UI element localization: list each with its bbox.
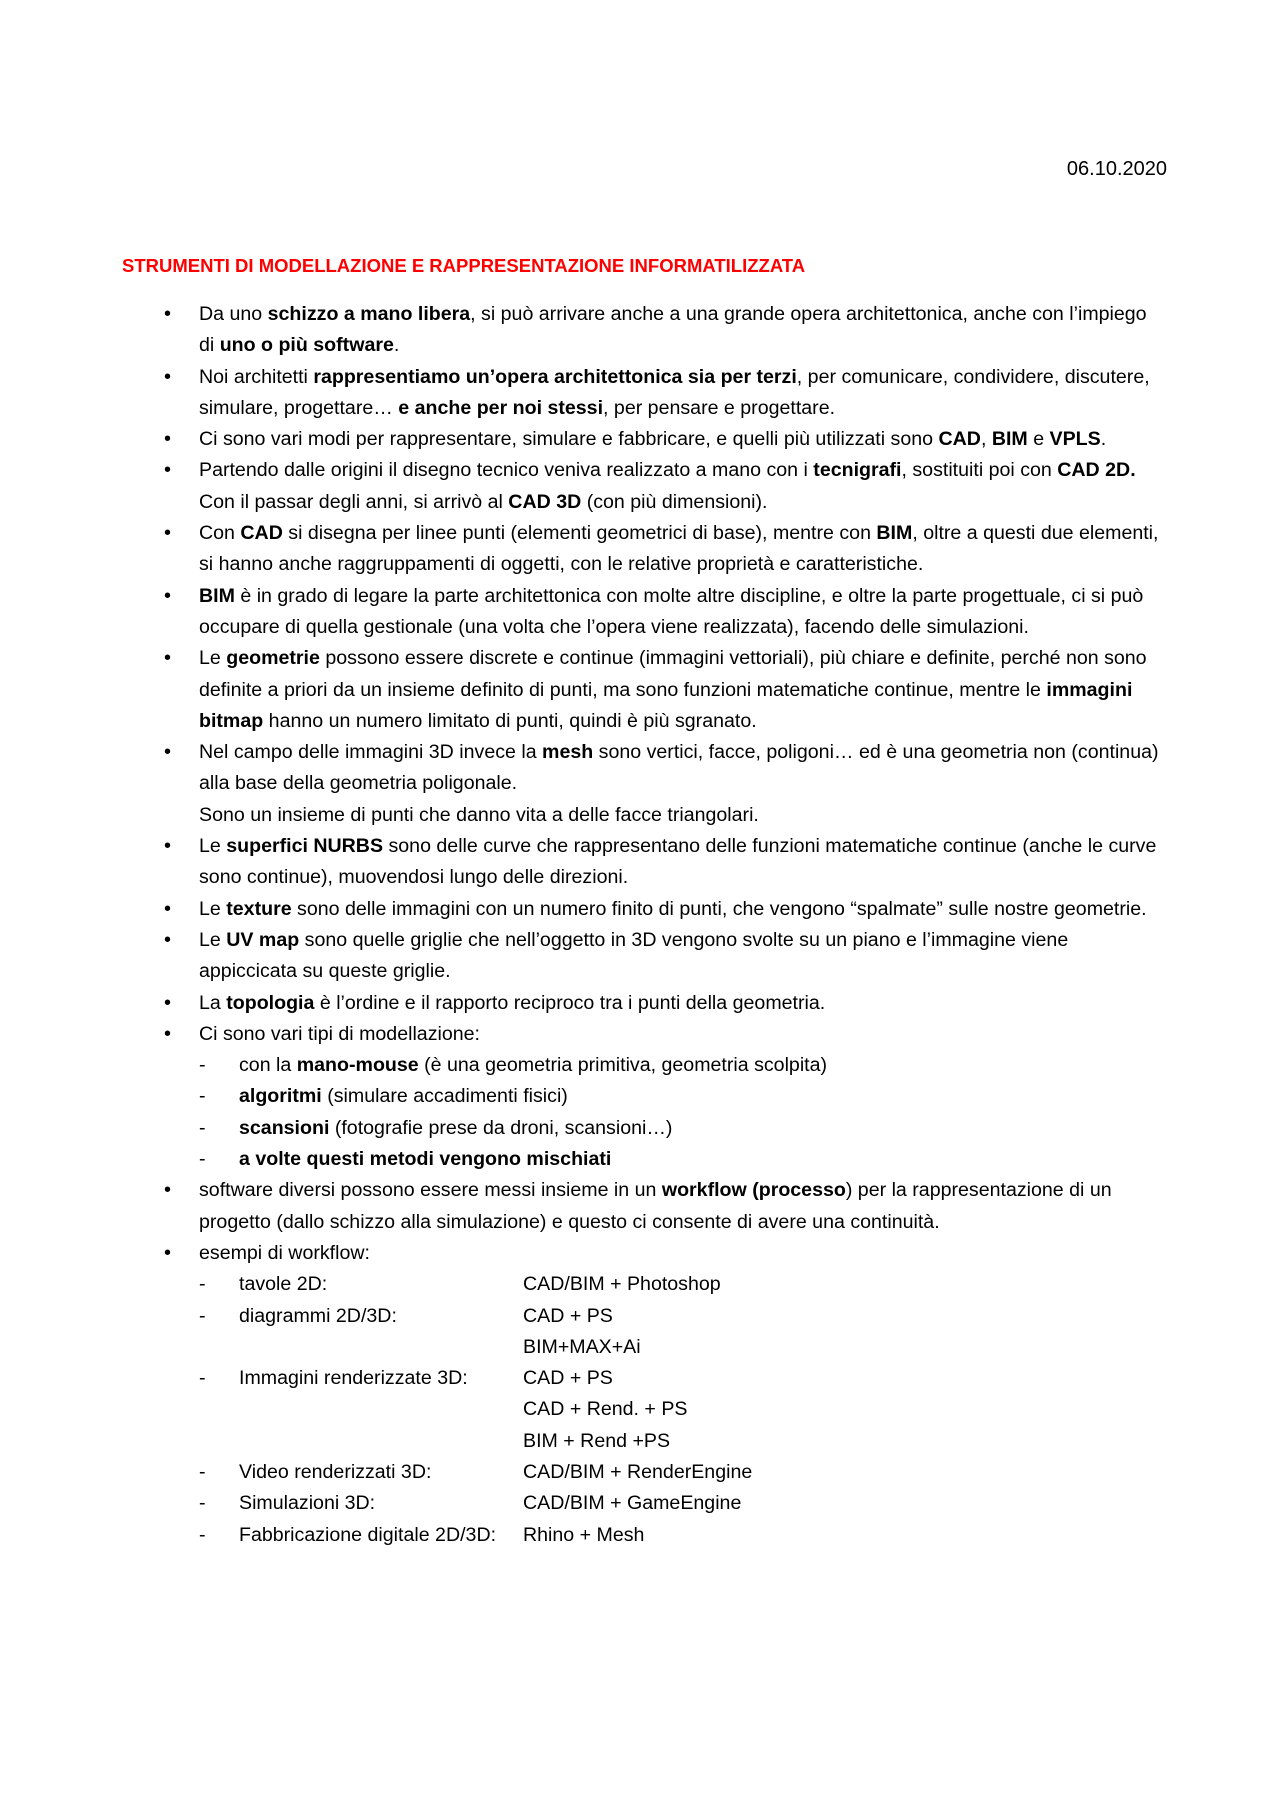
bold-text: CAD [938,428,981,451]
bullet-paragraph [199,581,1164,644]
bold-text: BIM [876,522,913,545]
bold-text: uno o più software [219,334,394,357]
bullet-list [164,299,1164,1551]
bullet-paragraph [199,1175,1164,1238]
bullet-paragraph [199,800,1164,831]
bold-text: UV map [226,928,300,951]
bold-text: scansioni [239,1116,330,1139]
workflow-tool: CAD/BIM + Photoshop [523,1273,721,1296]
bullet-paragraph [199,737,1164,800]
workflow-item [199,1363,1164,1457]
bullet-paragraph [199,455,1164,486]
workflow-tool: CAD + PS [523,1304,613,1327]
text-run: sono delle immagini con un numero finito di punti, che vengono “spalmate” sulle nostre geometrie. [291,897,1147,920]
bold-text: CAD 3D [508,490,582,513]
workflow-tool: Rhino + Mesh [523,1523,645,1546]
bullet-item [164,1238,1164,1551]
bold-text: immagini bitmap [199,678,1133,732]
bullet-paragraph [199,487,1164,518]
workflow-row [239,1488,1164,1519]
bold-text: BIM [199,584,235,607]
text-run: Le [199,835,227,858]
workflow-tools [523,1363,687,1457]
bullet-item [164,1175,1164,1238]
bullet-item [164,424,1164,455]
bullet-paragraph [199,831,1164,894]
text-run: (con più dimensioni). [581,490,768,513]
bullet-paragraph [199,424,1164,455]
sub-item [199,1081,1164,1112]
text-run: sono vertici, facce, poligoni… ed è una geometria non (continua) alla base della geometria poligonale. [199,741,1159,795]
workflow-tools [523,1457,752,1488]
bold-text: algoritmi [239,1085,322,1108]
sub-item [199,1050,1164,1081]
sub-list [199,1050,1164,1175]
workflow-row [239,1457,1164,1488]
bullet-paragraph [199,643,1164,737]
bullet-item [164,894,1164,925]
workflow-tools [523,1520,644,1551]
text-run: è in grado di legare la parte architettonica con molte altre discipline, e oltre la parte progettuale, ci si può occupare di quella gestionale (una volta che l’opera viene realizzata), facendo delle simulazioni. [199,584,1144,638]
text-run: Le [199,647,227,670]
bold-text: tecnigrafi [813,459,902,482]
workflow-item [199,1457,1164,1488]
text-run: , [980,428,992,451]
workflow-tool: CAD + Rend. + PS [523,1398,688,1421]
workflow-label: - diagrammi 2D/3D: [239,1304,397,1327]
bullet-item [164,362,1164,425]
bullet-paragraph [199,925,1164,988]
text-run: La [199,991,227,1014]
bold-text: CAD 2D. [1057,459,1136,482]
text-run: , oltre a questi due elementi, si hanno anche raggruppamenti di oggetti, con le relative proprietà e caratteristiche. [199,522,1159,576]
text-run: . [393,334,400,357]
workflow-row [239,1269,1164,1300]
bullet-paragraph [199,988,1164,1019]
workflow-item [199,1488,1164,1519]
bold-text: superfici NURBS [226,835,384,858]
text-run: (simulare accadimenti fisici) [321,1085,568,1108]
text-run: , per pensare e progettare. [603,396,836,419]
bullet-paragraph [199,362,1164,425]
workflow-label: - Fabbricazione digitale 2D/3D: [239,1523,497,1546]
bold-text: schizzo a mano libera [267,303,471,325]
text-run: esempi di workflow: [199,1241,370,1264]
workflow-label: - Video renderizzati 3D: [239,1460,432,1483]
text-run: Ci sono vari tipi di modellazione: [199,1022,480,1045]
bullet-paragraph [199,1019,1164,1050]
text-run: si disegna per linee punti (elementi geometrici di base), mentre con [282,522,877,545]
sub-item [199,1144,1164,1175]
workflow-tool: BIM + Rend +PS [523,1429,671,1452]
bullet-item [164,737,1164,831]
bullet-paragraph [199,894,1164,925]
workflow-tool: CAD/BIM + RenderEngine [523,1460,753,1483]
document-title: STRUMENTI DI MODELLAZIONE E RAPPRESENTAZIONE INFORMATILIZZATA [122,255,806,276]
text-run: e [1027,428,1050,451]
text-run: , per comunicare, condividere, discutere, simulare, progettare… [199,365,1150,419]
workflow-row [239,1363,1164,1457]
text-run: Con [199,522,241,545]
text-run: è l’ordine e il rapporto reciproco tra i punti della geometria. [314,991,826,1014]
text-run: Ci sono vari modi per rappresentare, simulare e fabbricare, e quelli più utilizzati sono [199,428,939,451]
workflow-row [239,1301,1164,1364]
text-run: sono delle curve che rappresentano delle funzioni matematiche continue (anche le curve sono continue), muovendosi lungo delle direzioni. [199,835,1157,889]
bullet-item [164,455,1164,518]
text-run: Sono un insieme di punti che danno vita a delle facce triangolari. [199,803,759,826]
bold-text: geometrie [226,647,320,670]
bold-text: rappresentiamo un’opera architettonica sia per terzi [313,365,797,388]
bold-text: e anche per noi stessi [398,396,604,419]
bold-text: mesh [542,741,594,764]
bullet-item [164,988,1164,1019]
bullet-paragraph [199,299,1164,362]
bold-text: CAD [240,522,283,545]
text-run: hanno un numero limitato di punti, quindi è più sgranato. [263,709,757,732]
text-run: ) per la rappresentazione di un progetto (dallo schizzo alla simulazione) e questo ci consente di avere una continuità. [199,1179,1112,1233]
workflow-item [199,1520,1164,1551]
text-run: Le [199,928,227,951]
bullet-item [164,581,1164,644]
text-run: Partendo dalle origini il disegno tecnico veniva realizzato a mano con i [199,459,814,482]
bold-text: VPLS [1049,428,1101,451]
workflow-item [199,1269,1164,1300]
text-run: Noi architetti [199,365,314,388]
workflow-tool: CAD/BIM + GameEngine [523,1492,742,1515]
workflow-item [199,1301,1164,1364]
workflow-list [199,1269,1164,1551]
workflow-label: - Simulazioni 3D: [239,1492,376,1515]
bullet-item [164,831,1164,894]
bullet-item [164,299,1164,362]
date: 06.10.2020 [1066,158,1167,180]
text-run: Le [199,897,227,920]
workflow-label: - tavole 2D: [239,1273,328,1296]
text-run: , si può arrivare anche a una grande opera architettonica, anche con l’impiego di [199,303,1147,357]
text-run: sono quelle griglie che nell’oggetto in 3D vengono svolte su un piano e l’immagine viene appiccicata su queste griglie. [199,928,1069,983]
workflow-tool: BIM+MAX+Ai [523,1335,641,1358]
bold-text: BIM [991,428,1028,451]
text-run: software diversi possono essere messi insieme in un [199,1179,662,1202]
text-run: con la [239,1054,297,1077]
workflow-tools [523,1301,641,1364]
workflow-tools [523,1269,721,1300]
bullet-item [164,643,1164,737]
bold-text: a volte questi metodi vengono mischiati [239,1148,612,1171]
bullet-paragraph [199,1238,1164,1269]
sub-item [199,1113,1164,1144]
text-run: Da uno [199,303,268,325]
bullet-paragraph [199,518,1164,581]
text-run: Con il passar degli anni, si arrivò al [199,490,509,513]
bold-text: texture [226,897,292,920]
text-run: (fotografie prese da droni, scansioni…) [329,1116,673,1139]
workflow-tool: CAD + PS [523,1367,613,1390]
bullet-item [164,518,1164,581]
text-run: . [1100,428,1107,451]
bullet-item [164,925,1164,988]
workflow-label: - Immagini renderizzate 3D: [239,1367,468,1390]
text-run: , sostituiti poi con [901,459,1058,482]
bold-text: workflow (processo [661,1179,846,1202]
text-run: (è una geometria primitiva, geometria scolpita) [418,1054,828,1077]
bold-text: mano-mouse [296,1054,419,1077]
text-run: Nel campo delle immagini 3D invece la [199,741,543,764]
bold-text: topologia [226,991,315,1014]
workflow-tools [523,1488,741,1519]
text-run: possono essere discrete e continue (immagini vettoriali), più chiare e definite, perché non sono definite a priori da un insieme definito di punti, ma sono funzioni matematiche continue, mentre le [199,647,1147,701]
bullet-item [164,1019,1164,1175]
workflow-row [239,1520,1164,1551]
